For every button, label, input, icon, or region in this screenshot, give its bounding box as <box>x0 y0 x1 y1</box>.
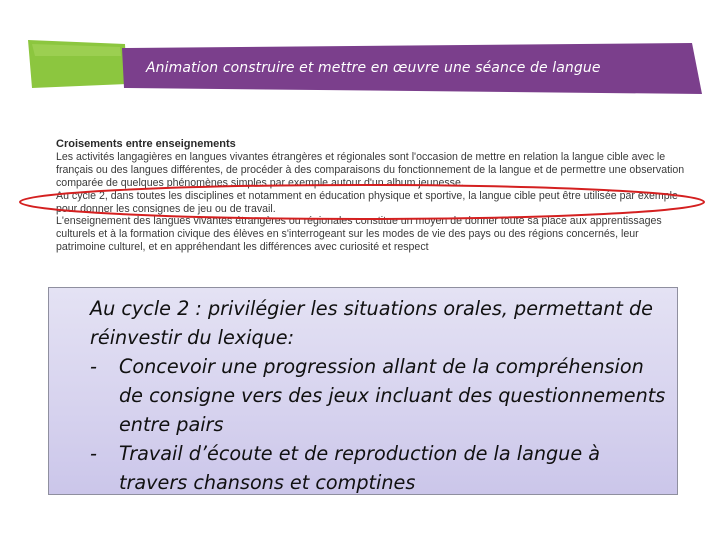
callout-bullet <box>90 439 669 497</box>
excerpt-line: Les activités langagières en langues vivantes étrangères et régionales sont l'occasion de mettre en relation la langue cible avec le <box>56 150 666 163</box>
curriculum-excerpt <box>56 138 686 254</box>
excerpt-line: culturels et à la formation civique des élèves en s'interrogeant sur les modes de vie des pays ou des régions concernés, leur <box>56 228 639 241</box>
banner-shapes <box>0 0 720 110</box>
callout-box <box>48 287 678 495</box>
callout-intro: Au cycle 2 : privilégier les situations orales, permettant de réinvestir du lexique: <box>90 297 653 349</box>
excerpt-line: comparée de quelques phénomènes simples par exemple autour d'un album jeunesse. <box>56 176 464 189</box>
excerpt-heading: Croisements entre enseignements <box>56 138 236 150</box>
bullet-text: Concevoir une progression allant de la compréhension de consigne vers des jeux incluant des questionnements entre pairs <box>119 355 666 436</box>
callout-list <box>90 352 669 497</box>
bullet-dash: - <box>90 355 97 378</box>
bullet-dash: - <box>90 442 97 465</box>
callout-bullet <box>90 352 669 439</box>
bullet-text: Travail d’écoute et de reproduction de la langue à travers chansons et comptines <box>119 442 600 494</box>
excerpt-line-highlighted: Au cycle 2, dans toutes les disciplines et notamment en éducation physique et sportive, la langue cible peut être utilisée par exemple <box>56 189 678 202</box>
excerpt-line: français ou des langues différentes, de procéder à des comparaisons du fonctionnement de la langue et de permettre une observation <box>56 163 685 176</box>
title-banner <box>0 0 720 110</box>
excerpt-line-highlighted: pour donner les consignes de jeu ou de travail. <box>56 202 276 215</box>
excerpt-line: L'enseignement des langues vivantes étrangères ou régionales constitue un moyen de donner toute sa place aux apprentissages <box>56 215 662 228</box>
banner-title: Animation construire et mettre en œuvre une séance de langue <box>146 60 601 76</box>
excerpt-line: patrimoine culturel, et en appréhendant les différences avec curiosité et respect <box>56 241 429 254</box>
